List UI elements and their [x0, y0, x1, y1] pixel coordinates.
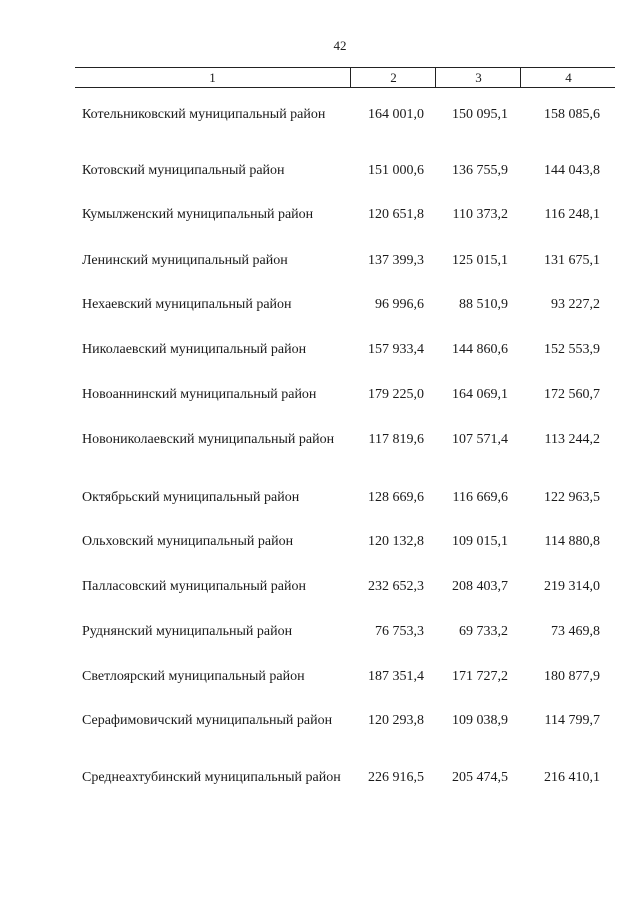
value-col-4: 158 085,6: [544, 107, 600, 122]
value-col-3: 109 015,1: [452, 534, 508, 549]
value-col-3: 109 038,9: [452, 713, 508, 728]
column-header-1: 1: [209, 70, 216, 85]
column-header-3: 3: [435, 68, 521, 87]
value-col-2: 164 001,0: [368, 107, 424, 122]
district-name: Серафимовичский муниципальный район: [82, 713, 333, 728]
value-col-2: 128 669,6: [368, 490, 424, 505]
district-name: Котовский муниципальный район: [82, 163, 285, 178]
value-col-2: 226 916,5: [368, 770, 424, 785]
value-col-3: 144 860,6: [452, 342, 508, 357]
value-col-2: 117 819,6: [368, 432, 424, 447]
district-name: Ольховский муниципальный район: [82, 534, 294, 549]
district-name: Среднеахтубинский муниципальный район: [82, 770, 341, 785]
value-col-4: 114 880,8: [544, 534, 600, 549]
district-name: Октябрьский муниципальный район: [82, 490, 300, 505]
page-number: 42: [333, 38, 347, 53]
district-name: Николаевский муниципальный район: [82, 342, 307, 357]
value-col-4: 73 469,8: [551, 624, 600, 639]
value-col-4: 122 963,5: [544, 490, 600, 505]
district-name: Палласовский муниципальный район: [82, 579, 306, 594]
value-col-3: 107 571,4: [452, 432, 508, 447]
value-col-3: 125 015,1: [452, 253, 508, 268]
value-col-4: 93 227,2: [551, 297, 600, 312]
value-col-2: 120 293,8: [368, 713, 424, 728]
district-name: Ленинский муниципальный район: [82, 253, 288, 268]
district-name: Новониколаевский муниципальный район: [82, 432, 335, 447]
value-col-3: 208 403,7: [452, 579, 508, 594]
value-col-4: 116 248,1: [544, 207, 600, 222]
value-col-2: 151 000,6: [368, 163, 424, 178]
value-col-4: 144 043,8: [544, 163, 600, 178]
district-name: Светлоярский муниципальный район: [82, 669, 305, 684]
value-col-3: 136 755,9: [452, 163, 508, 178]
value-col-4: 216 410,1: [544, 770, 600, 785]
district-name: Руднянский муниципальный район: [82, 624, 293, 639]
district-name: Кумылженский муниципальный район: [82, 207, 314, 222]
value-col-3: 171 727,2: [452, 669, 508, 684]
value-col-4: 219 314,0: [544, 579, 600, 594]
value-col-3: 110 373,2: [452, 207, 508, 222]
value-col-2: 120 651,8: [368, 207, 424, 222]
value-col-3: 69 733,2: [459, 624, 508, 639]
district-name: Котельниковский муниципальный район: [82, 107, 326, 122]
value-col-2: 232 652,3: [368, 579, 424, 594]
value-col-2: 187 351,4: [368, 669, 424, 684]
value-col-3: 205 474,5: [452, 770, 508, 785]
value-col-4: 152 553,9: [544, 342, 600, 357]
value-col-4: 114 799,7: [544, 713, 600, 728]
value-col-3: 164 069,1: [452, 387, 508, 402]
value-col-4: 131 675,1: [544, 253, 600, 268]
value-col-3: 116 669,6: [452, 490, 508, 505]
value-col-4: 172 560,7: [544, 387, 600, 402]
value-col-3: 88 510,9: [459, 297, 508, 312]
value-col-2: 137 399,3: [368, 253, 424, 268]
column-header-4: 4: [520, 68, 616, 87]
column-header-2: 2: [350, 68, 436, 87]
value-col-2: 120 132,8: [368, 534, 424, 549]
district-name: Нехаевский муниципальный район: [82, 297, 292, 312]
value-col-4: 113 244,2: [544, 432, 600, 447]
value-col-2: 76 753,3: [375, 624, 424, 639]
value-col-2: 157 933,4: [368, 342, 424, 357]
table-header-row: [75, 67, 615, 88]
value-col-4: 180 877,9: [544, 669, 600, 684]
value-col-2: 96 996,6: [375, 297, 424, 312]
district-name: Новоаннинский муниципальный район: [82, 387, 317, 402]
value-col-2: 179 225,0: [368, 387, 424, 402]
value-col-3: 150 095,1: [452, 107, 508, 122]
